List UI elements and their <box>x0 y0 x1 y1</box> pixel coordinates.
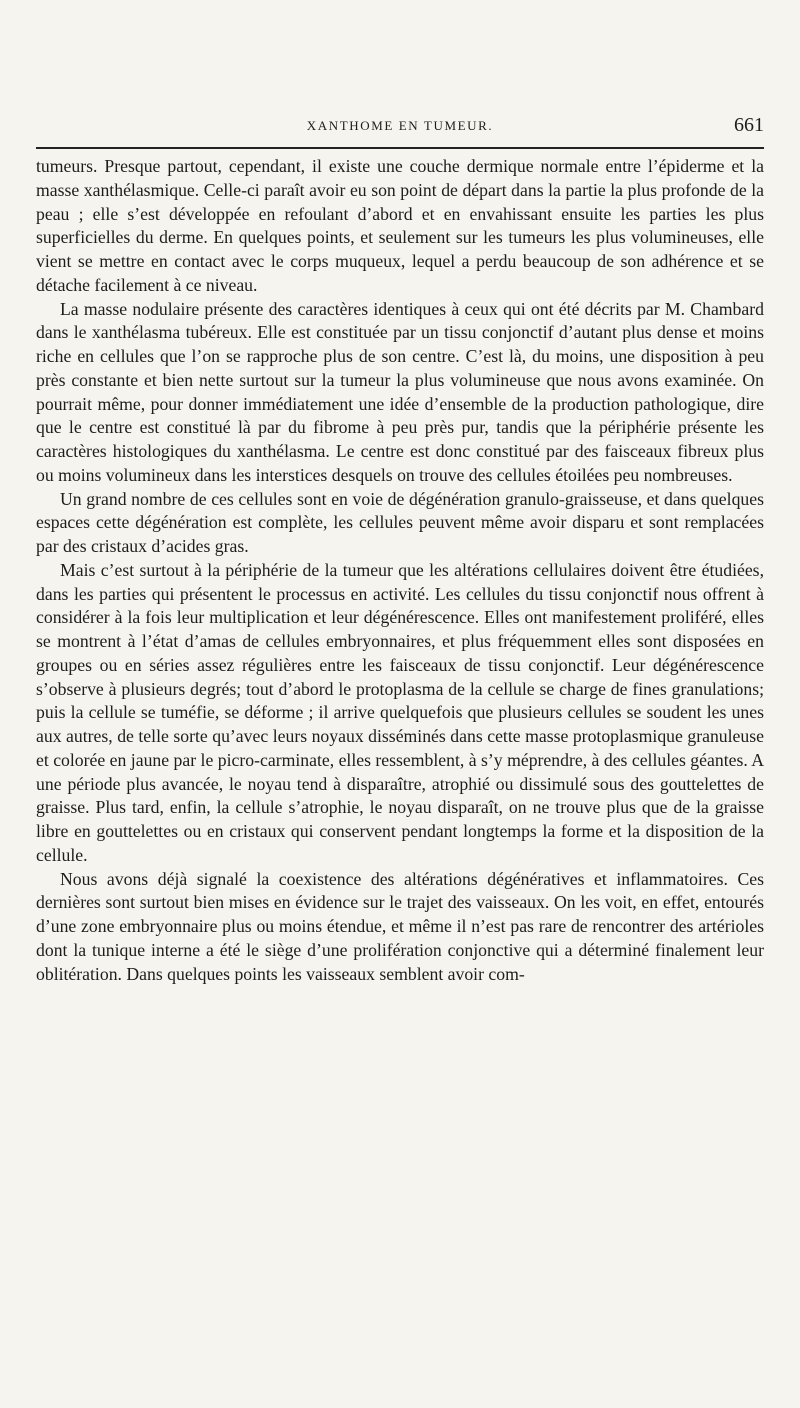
page-number: 661 <box>734 114 764 136</box>
paragraph: Nous avons déjà signalé la coexistence des altérations dégénératives et inflammatoires. Ces dernières sont surtout bien mises en évidence sur le trajet des vaisseaux. On les voit, en effet, entourés d’une zone embryonnaire plus ou moins étendue, et même il n’est pas rare de rencontrer des artérioles dont la tunique interne a été le siège d’une prolifération conjonctive qui a déterminé finalement leur oblitération. Dans quelques points les vaisseaux semblent avoir com- <box>36 868 764 984</box>
header-rule <box>36 147 764 149</box>
paragraph: Mais c’est surtout à la périphérie de la tumeur que les altérations cellulaires doivent être étudiées, dans les parties qui présentent le processus en activité. Les cellules du tissu conjonctif nous offrent à considérer à la fois leur multiplication et leur dégénérescence. Elles ont manifestement proliféré, elles se montrent à l’état d’amas de cellules embryonnaires, et plus fréquemment elles sont disposées en groupes ou en séries assez régulières entre les faisceaux de tissu conjonctif. Leur dégénérescence s’observe à plusieurs degrés; tout d’abord le protoplasma de la cellule se charge de fines granulations; puis la cellule se tuméfie, se déforme ; il arrive quelquefois que plusieurs cellules se soudent les unes aux autres, de telle sorte qu’avec leurs noyaux disséminés dans cette masse protoplasmique granuleuse et colorée en jaune par le picro-carminate, elles ressemblent, à s’y méprendre, à des cellules géantes. A une période plus avancée, le noyau tend à disparaître, atrophié ou dissimulé sous des gouttelettes de graisse. Plus tard, enfin, la cellule s’atrophie, le noyau disparaît, on ne trouve plus que de la graisse libre en gouttelettes ou en cristaux qui conservent pendant longtemps la forme et la disposition de la cellule. <box>36 559 764 865</box>
page-header <box>36 114 764 142</box>
paragraph: Un grand nombre de ces cellules sont en voie de dégénération granulo-graisseuse, et dans quelques espaces cette dégénération est complète, les cellules peuvent même avoir disparu et sont remplacées par des cristaux d’acides gras. <box>36 488 764 556</box>
running-title: XANTHOME EN TUMEUR. <box>306 118 494 133</box>
paragraph: La masse nodulaire présente des caractères identiques à ceux qui ont été décrits par M. Chambard dans le xanthélasma tubéreux. Elle est constituée par un tissu conjonctif d’autant plus dense et moins riche en cellules que l’on se rapproche plus de son centre. C’est là, du moins, une disposition à peu près constante et bien nette surtout sur la tumeur la plus volumineuse que nous avons examinée. On pourrait même, pour donner immédiatement une idée d’ensemble de la production pathologique, dire que le centre est constitué là par du fibrome à peu près pur, tandis que la périphérie présente les caractères histologiques du xanthélasma. Le centre est donc constitué par des faisceaux fibreux plus ou moins volumineux dans les interstices desquels on trouve des cellules étoilées peu nombreuses. <box>36 298 764 485</box>
body-text <box>36 155 764 986</box>
paragraph: tumeurs. Presque partout, cependant, il existe une couche dermique normale entre l’épiderme et la masse xanthélasmique. Celle-ci paraît avoir eu son point de départ dans la partie la plus profonde de la peau ; elle s’est développée en refoulant d’abord et en envahissant ensuite les parties les plus superficielles du derme. En quelques points, et seulement sur les tumeurs les plus volumineuses, elle vient se mettre en contact avec le corps muqueux, lequel a perdu beaucoup de son adhérence et se détache facilement à ce niveau. <box>36 156 764 295</box>
